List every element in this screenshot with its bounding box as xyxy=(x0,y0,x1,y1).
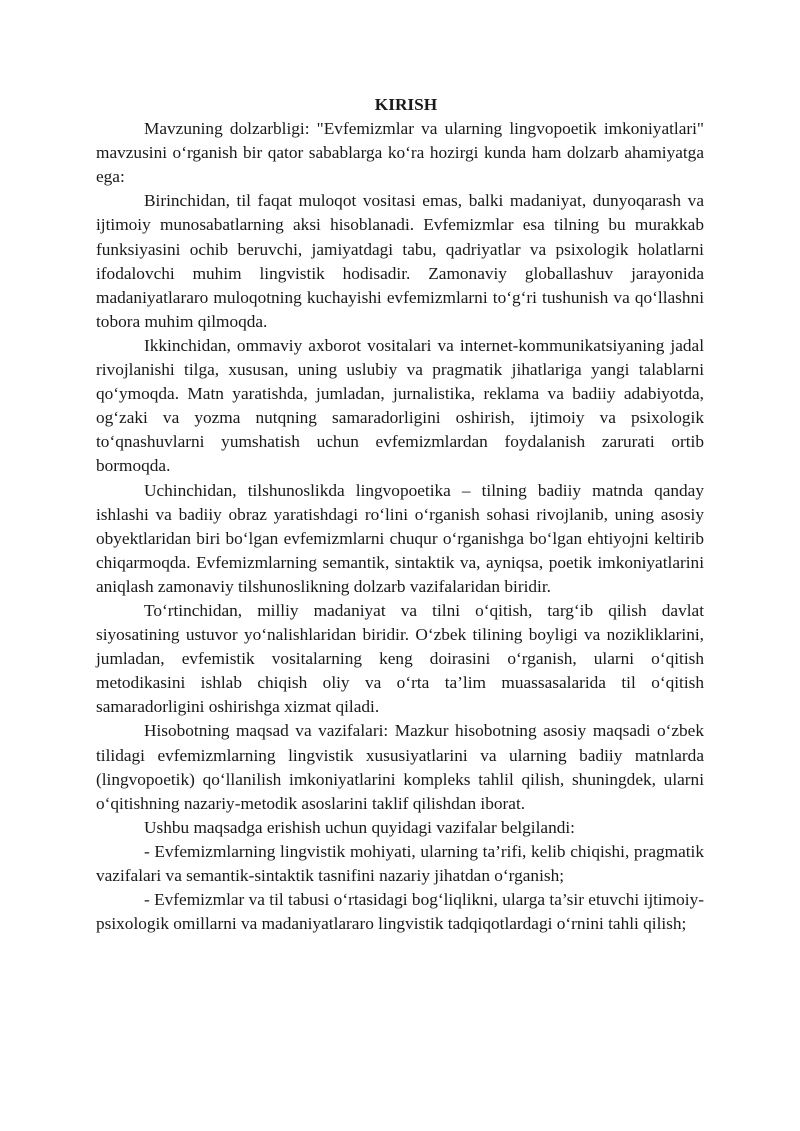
document-page xyxy=(96,93,704,936)
paragraph-goals: Hisobotning maqsad va vazifalari: Mazkur hisobotning asosiy maqsadi o‘zbek tilidagi evfemizmlarning lingvistik xususiyatlarini va ularning badiiy matnlarda (lingvopoetik) qo‘llanilish imkoniyatlarini kompleks tahlil qilish, shuningdek, ularni o‘qitishning nazariy-metodik asoslarini taklif qilishdan iborat. xyxy=(96,721,704,813)
paragraph-tasks-intro: Ushbu maqsadga erishish uchun quyidagi vazifalar belgilandi: xyxy=(144,817,575,837)
page-title: KIRISH xyxy=(374,95,438,114)
list-item-task-1: - Evfemizmlarning lingvistik mohiyati, ularning ta’rifi, kelib chiqishi, pragmatik vazifalari va semantik-sintaktik tasnifini nazariy jihatdan o‘rganish; xyxy=(96,841,704,885)
paragraph-second-reason: Ikkinchidan, ommaviy axborot vositalari va internet-kommunikatsiyaning jadal rivojlanishi tilga, xususan, uning uslubiy va pragmatik jihatlariga yangi talablarni qo‘ymoqda. Matn yaratishda, jumladan, jurnalistika, reklama va badiiy adabiyotda, og‘zaki va yozma nutqning samaradorligini oshirish, ijtimoiy va psixologik to‘qnashuvlarni yumshatish uchun evfemizmlardan foydalanish zarurati ortib bormoqda. xyxy=(96,335,704,476)
paragraph-third-reason: Uchinchidan, tilshunoslikda lingvopoetika – tilning badiiy matnda qanday ishlashi va badiiy obraz yaratishdagi ro‘lini o‘rganish sohasi rivojlanib, uning asosiy obyektlaridan biri bo‘lgan evfemizmlarni chuqur o‘rganishga bo‘lgan ehtiyojni keltirib chiqarmoqda. Evfemizmlarning semantik, sintaktik va, ayniqsa, poetik imkoniyatlarini aniqlash zamonaviy tilshunoslikning dolzarb vazifalaridan biridir. xyxy=(96,480,704,596)
paragraph-first-reason: Birinchidan, til faqat muloqot vositasi emas, balki madaniyat, dunyoqarash va ijtimoiy munosabatlarning aksi hisoblanadi. Evfemizmlar esa tilning bu murakkab funksiyasini ochib beruvchi, jamiyatdagi tabu, qadriyatlar va psixologik holatlarni ifodalovchi muhim lingvistik hodisadir. Zamonaviy globallashuv jarayonida madaniyatlararo muloqotning kuchayishi evfemizmlarni to‘g‘ri tushunish va qo‘llashni tobora muhim qilmoqda. xyxy=(96,191,704,331)
paragraph-relevance: Mavzuning dolzarbligi: "Evfemizmlar va ularning lingvopoetik imkoniyatlari" mavzusini o‘rganish bir qator sabablarga ko‘ra hozirgi kunda ham dolzarb ahamiyatga ega: xyxy=(96,119,704,187)
paragraph-fourth-reason: To‘rtinchidan, milliy madaniyat va tilni o‘qitish, targ‘ib qilish davlat siyosatining ustuvor yo‘nalishlaridan biridir. O‘zbek tilining boyligi va nozikliklarini, jumladan, evfemistik vositalarning keng doirasini o‘rganish, ularni o‘qitish metodikasini ishlab chiqish oliy va o‘rta ta’lim muassasalarida til o‘qitish samaradorligini oshirishga xizmat qiladi. xyxy=(96,600,704,717)
list-item-task-2: - Evfemizmlar va til tabusi o‘rtasidagi bog‘liqlikni, ularga ta’sir etuvchi ijtimoiy-psixologik omillarni va madaniyatlararo lingvistik tadqiqotlardagi o‘rnini tahli qilish; xyxy=(96,890,704,934)
